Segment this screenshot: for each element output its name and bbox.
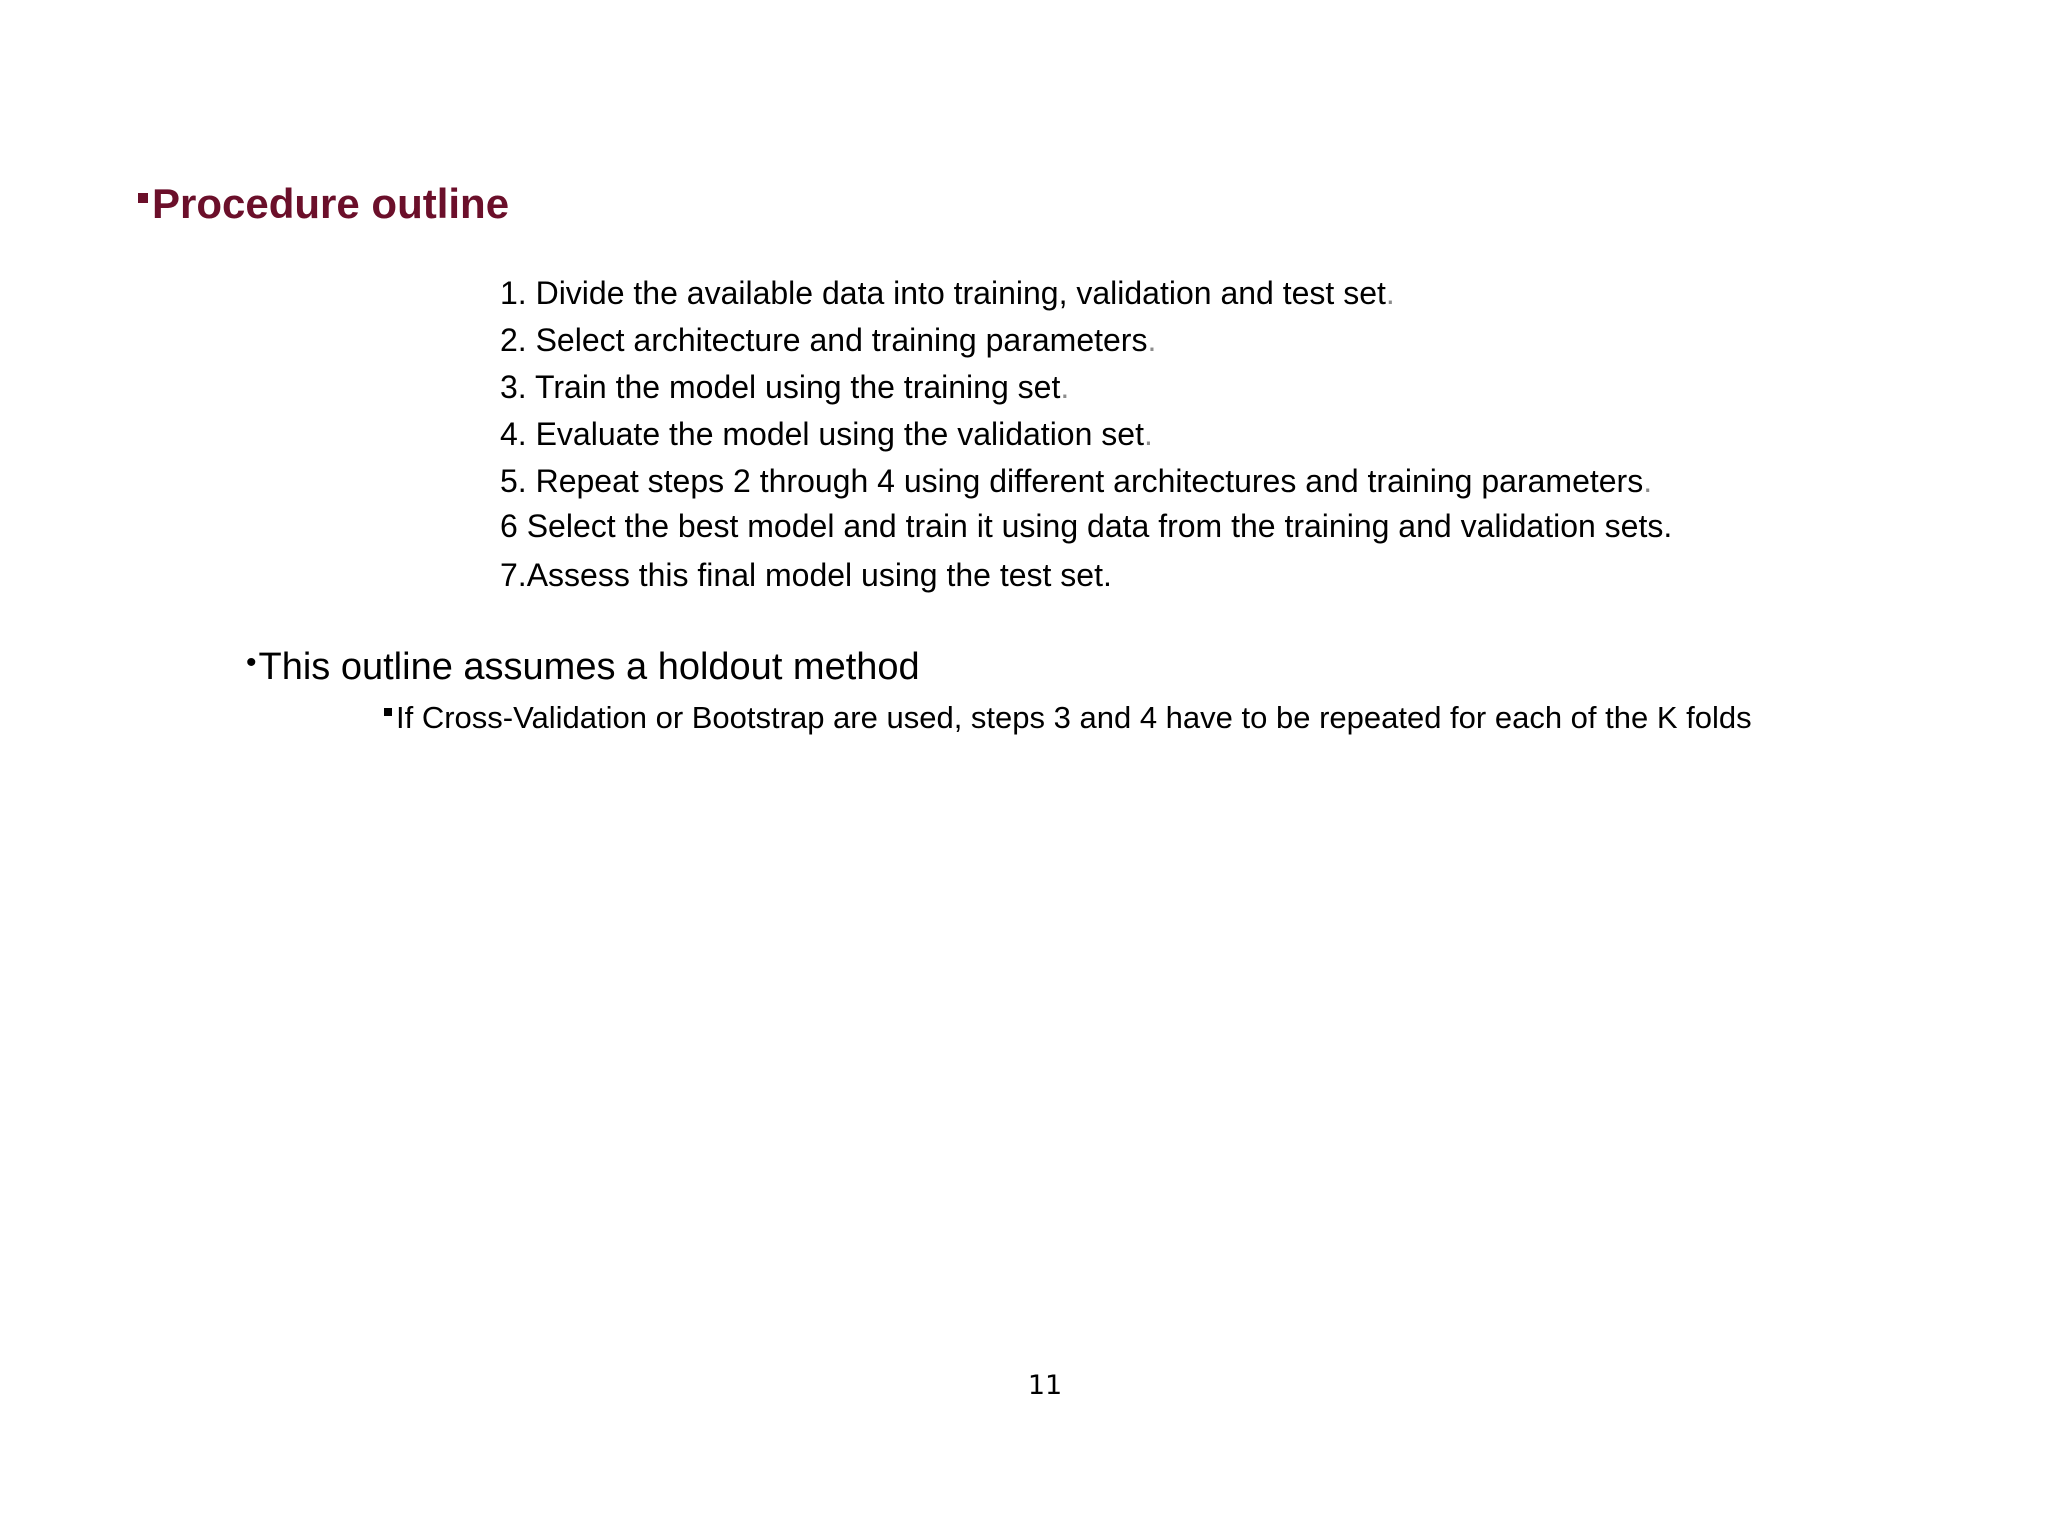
procedure-steps-list: [500, 270, 1800, 599]
square-bullet-icon: [384, 708, 392, 716]
heading-text: Procedure outline: [152, 180, 510, 227]
step-text: 3. Train the model using the training set: [500, 369, 1061, 405]
bullet-text: This outline assumes a holdout method: [258, 646, 920, 688]
cross-validation-sub-bullet: [384, 697, 1752, 739]
round-bullet-icon: •: [246, 646, 257, 679]
step-item: [500, 270, 1800, 317]
step-item: [500, 505, 1730, 547]
step-text: 6 Select the best model and train it using data from the training and validation sets.: [500, 508, 1673, 544]
step-item: [500, 317, 1800, 364]
sub-bullet-text: If Cross-Validation or Bootstrap are used, steps 3 and 4 have to be repeated for each of the K folds: [396, 700, 1752, 735]
step-text: 1. Divide the available data into training, validation and test set: [500, 275, 1386, 311]
page-number: 11: [1027, 1370, 1063, 1401]
step-trailing-dot: .: [1147, 322, 1157, 358]
step-trailing-dot: .: [1643, 463, 1653, 499]
step-item: [500, 458, 1800, 505]
square-bullet-icon: [138, 193, 148, 203]
step-trailing-dot: .: [1385, 275, 1395, 311]
step-trailing-dot: .: [1060, 369, 1070, 405]
step-trailing-dot: .: [1143, 416, 1153, 452]
section-heading: [138, 175, 509, 233]
step-item: [500, 552, 1800, 599]
step-text: 7.Assess this final model using the test set.: [500, 557, 1112, 593]
step-text: 2. Select architecture and training parameters: [500, 322, 1148, 358]
step-item: [500, 411, 1800, 458]
step-text: 4. Evaluate the model using the validation set: [500, 416, 1144, 452]
holdout-bullet: [246, 640, 920, 694]
step-item: [500, 364, 1800, 411]
step-text: 5. Repeat steps 2 through 4 using different architectures and training parameters: [500, 463, 1644, 499]
